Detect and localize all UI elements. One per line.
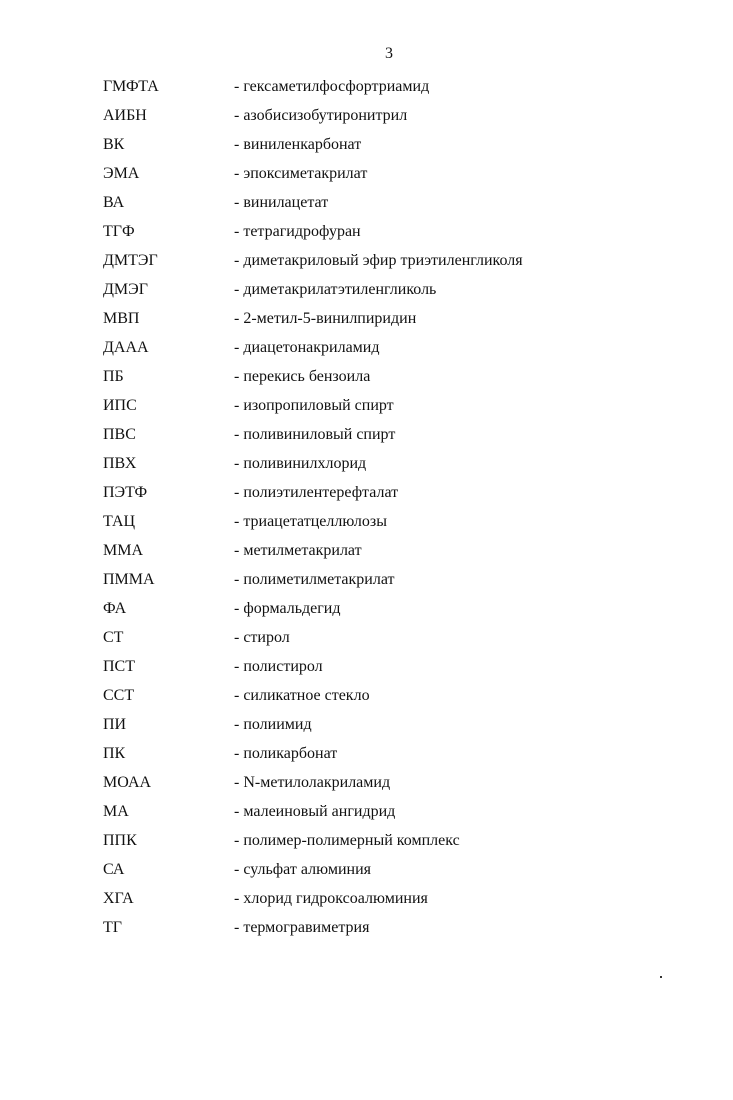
abbreviation-definition: - виниленкарбонат	[234, 135, 362, 153]
abbreviation-term: ССТ	[103, 686, 135, 704]
abbreviation-term: ПЭТФ	[103, 483, 148, 501]
abbreviation-row	[103, 159, 703, 188]
abbreviation-definition: - 2-метил-5-винилпиридин	[234, 309, 417, 327]
abbreviation-row	[103, 101, 703, 130]
abbreviation-term: ММА	[103, 541, 144, 559]
abbreviation-definition: - N-метилолакриламид	[234, 773, 391, 791]
abbreviation-row	[103, 623, 703, 652]
abbreviation-term: ГМФТА	[103, 77, 159, 95]
abbreviation-row	[103, 391, 703, 420]
abbreviation-term: СА	[103, 860, 125, 878]
abbreviation-definition: - сульфат алюминия	[234, 860, 371, 878]
abbreviation-definition: - винилацетат	[234, 193, 329, 211]
abbreviation-definition: - гексаметилфосфортриамид	[234, 77, 430, 95]
abbreviation-term: ТАЦ	[103, 512, 136, 530]
abbreviation-definition: - формальдегид	[234, 599, 341, 617]
abbreviation-definition: - эпоксиметакрилат	[234, 164, 368, 182]
abbreviation-row	[103, 536, 703, 565]
abbreviation-definition: - термогравиметрия	[234, 918, 370, 936]
abbreviation-term: МВП	[103, 309, 140, 327]
scan-speck	[660, 976, 662, 978]
abbreviation-row	[103, 768, 703, 797]
abbreviation-term: ПК	[103, 744, 126, 762]
abbreviation-definition: - диметакриловый эфир триэтиленгликоля	[234, 251, 523, 269]
abbreviation-definition: - поливиниловый спирт	[234, 425, 396, 443]
page-number: 3	[385, 45, 393, 62]
abbreviation-definition: - диацетонакриламид	[234, 338, 380, 356]
abbreviation-row	[103, 246, 703, 275]
abbreviation-term: ПВС	[103, 425, 136, 443]
abbreviation-definition: - полиэтилентерефталат	[234, 483, 399, 501]
abbreviation-row	[103, 362, 703, 391]
abbreviation-row	[103, 565, 703, 594]
abbreviation-row	[103, 217, 703, 246]
abbreviation-definition: - стирол	[234, 628, 290, 646]
abbreviation-term: ВК	[103, 135, 125, 153]
abbreviation-row	[103, 855, 703, 884]
abbreviation-definition: - полистирол	[234, 657, 323, 675]
abbreviation-definition: - азобисизобутиронитрил	[234, 106, 408, 124]
abbreviation-row	[103, 333, 703, 362]
abbreviation-term: ППК	[103, 831, 137, 849]
abbreviation-row	[103, 420, 703, 449]
abbreviation-term: ПВХ	[103, 454, 137, 472]
abbreviation-row	[103, 739, 703, 768]
abbreviation-term: ПИ	[103, 715, 127, 733]
abbreviation-row	[103, 72, 703, 101]
abbreviation-row	[103, 652, 703, 681]
abbreviation-term: АИБН	[103, 106, 147, 124]
abbreviation-row	[103, 478, 703, 507]
abbreviation-definition: - силикатное стекло	[234, 686, 370, 704]
abbreviation-row	[103, 913, 703, 942]
abbreviation-definition: - тетрагидрофуран	[234, 222, 361, 240]
abbreviation-term: ФА	[103, 599, 127, 617]
abbreviation-row	[103, 797, 703, 826]
abbreviation-term: ЭМА	[103, 164, 140, 182]
abbreviation-term: ИПС	[103, 396, 137, 414]
abbreviation-definition: - поливинилхлорид	[234, 454, 367, 472]
abbreviation-term: ПБ	[103, 367, 124, 385]
abbreviation-row	[103, 681, 703, 710]
abbreviation-definition: - изопропиловый спирт	[234, 396, 394, 414]
abbreviation-term: СТ	[103, 628, 124, 646]
abbreviation-term: ХГА	[103, 889, 134, 907]
abbreviation-term: ДМТЭГ	[103, 251, 158, 269]
abbreviation-term: ПММА	[103, 570, 155, 588]
abbreviation-row	[103, 130, 703, 159]
abbreviation-term: ПСТ	[103, 657, 135, 675]
abbreviation-row	[103, 826, 703, 855]
abbreviation-term: МОАА	[103, 773, 152, 791]
abbreviation-definition: - метилметакрилат	[234, 541, 362, 559]
abbreviation-term: ДААА	[103, 338, 149, 356]
abbreviation-definition: - полиимид	[234, 715, 312, 733]
abbreviation-definition: - малеиновый ангидрид	[234, 802, 396, 820]
abbreviation-row	[103, 594, 703, 623]
abbreviation-definition: - поликарбонат	[234, 744, 338, 762]
abbreviation-term: ТГ	[103, 918, 123, 936]
abbreviation-term: ВА	[103, 193, 125, 211]
abbreviation-row	[103, 884, 703, 913]
abbreviation-row	[103, 275, 703, 304]
abbreviation-list	[103, 72, 703, 942]
abbreviation-definition: - полиметилметакрилат	[234, 570, 395, 588]
abbreviation-row	[103, 188, 703, 217]
abbreviation-definition: - триацетатцеллюлозы	[234, 512, 387, 530]
abbreviation-term: МА	[103, 802, 129, 820]
abbreviation-term: ДМЭГ	[103, 280, 148, 298]
abbreviation-definition: - диметакрилатэтиленгликоль	[234, 280, 437, 298]
abbreviation-definition: - полимер-полимерный комплекс	[234, 831, 460, 849]
abbreviation-definition: - перекись бензоила	[234, 367, 371, 385]
abbreviation-row	[103, 449, 703, 478]
abbreviation-row	[103, 710, 703, 739]
abbreviation-term: ТГФ	[103, 222, 135, 240]
abbreviation-definition: - хлорид гидроксоалюминия	[234, 889, 428, 907]
abbreviation-row	[103, 304, 703, 333]
abbreviation-row	[103, 507, 703, 536]
